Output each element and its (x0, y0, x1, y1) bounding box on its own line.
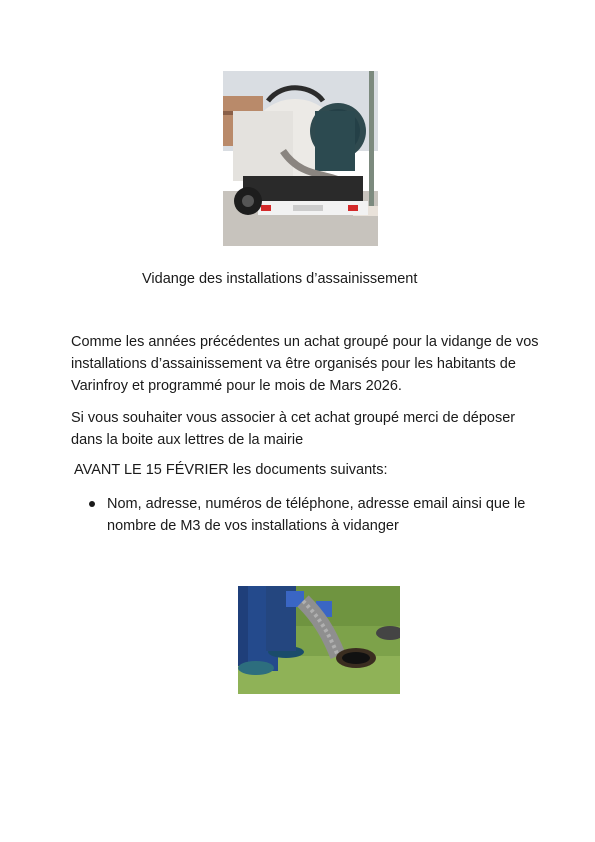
bullet-icon (89, 501, 95, 507)
deadline-line: AVANT LE 15 FÉVRIER les documents suivants: (74, 462, 388, 478)
septic-hose-photo (238, 586, 400, 694)
list-item-text: Nom, adresse, numéros de téléphone, adresse email ainsi que le nombre de M3 de vos installations à vidanger (107, 496, 526, 534)
instructions-paragraph: Si vous souhaiter vous associer à cet achat groupé merci de déposer dans la boite aux lettres de la mairie (71, 410, 516, 448)
vacuum-truck-photo (223, 71, 378, 246)
page-title: Vidange des installations d’assainissement (142, 271, 418, 287)
intro-paragraph: Comme les années précédentes un achat groupé pour la vidange de vos installations d’assainissement va être organisés pour les habitants de Varinfroy et programmé pour le mois de Mars 2026. (71, 334, 539, 394)
